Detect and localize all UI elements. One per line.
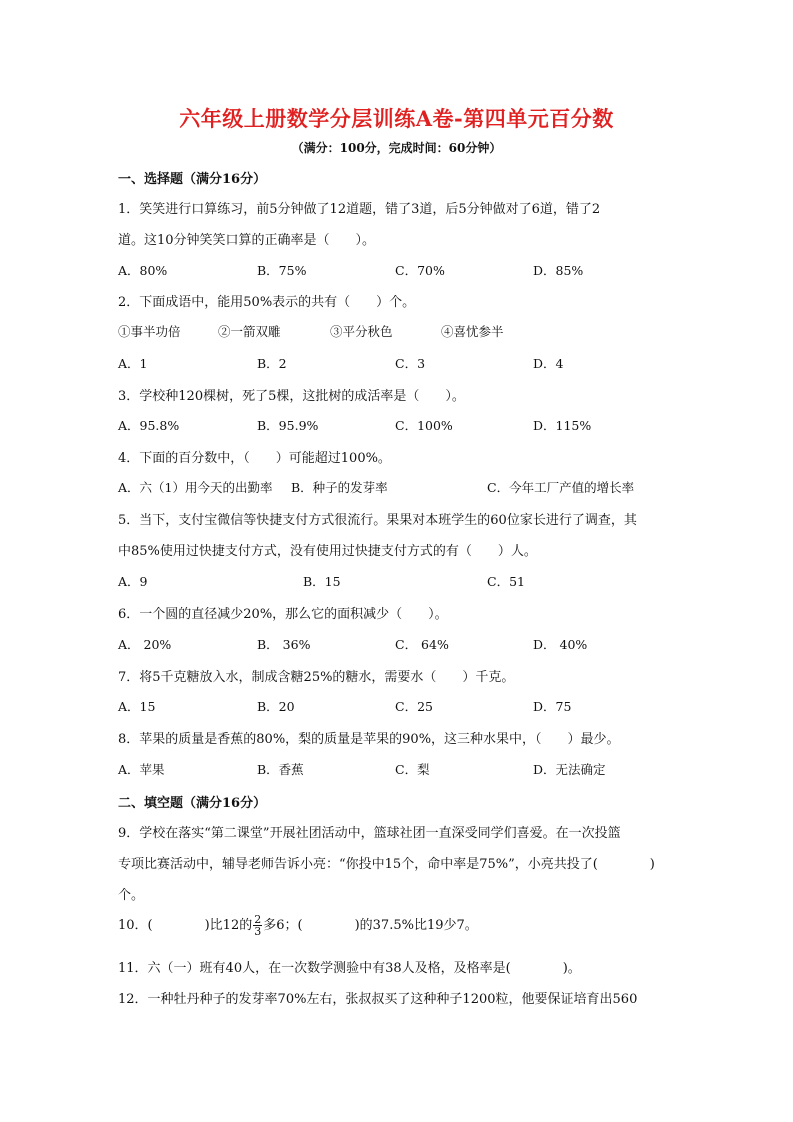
q2-option-b: B．2: [257, 356, 287, 371]
q4-option-c: C．今年工厂产值的增长率: [487, 480, 635, 495]
q8-option-b: B．香蕉: [257, 762, 304, 777]
question-9-line-2: 专项比赛活动中，辅导老师告诉小亮：“你投中15个，命中率是75%”，小亮共投了( ): [118, 857, 655, 872]
q8-option-d: D．无法确定: [533, 762, 606, 777]
q2-option-a: A．1: [118, 356, 148, 371]
question-2-line-1: 2．下面成语中，能用50%表示的共有（ ）个。: [118, 295, 416, 310]
q1-option-a: A．80%: [118, 263, 168, 278]
q10-fraction: [253, 914, 262, 937]
q10-part-1: 10．( )比12的: [118, 918, 253, 933]
q2-idiom-4: ④喜忧参半: [441, 324, 504, 339]
question-8-line-1: 8．苹果的质量是香蕉的80%，梨的质量是苹果的90%，这三种水果中，（ ）最少。: [118, 732, 620, 747]
question-1-line-2: 道。这10分钟笑笑口算的正确率是（ ）。: [118, 233, 376, 248]
question-9-line-3: 个。: [118, 888, 145, 903]
q10-fraction-denominator: 3: [254, 925, 262, 938]
q2-idiom-1: ①事半功倍: [118, 324, 181, 339]
q6-option-d: D． 40%: [533, 637, 588, 652]
q2-option-c: C．3: [395, 356, 426, 371]
q1-option-b: B．75%: [257, 263, 307, 278]
q10-fraction-numerator: 2: [254, 913, 262, 926]
q8-option-c: C．梨: [395, 762, 430, 777]
q10-part-2: 多6；( )的37.5%比19少7。: [263, 918, 478, 933]
q7-option-d: D．75: [533, 699, 572, 714]
q1-option-c: C．70%: [395, 263, 445, 278]
question-6-line-1: 6．一个圆的直径减少20%，那么它的面积减少（ ）。: [118, 607, 448, 622]
q4-option-b: B．种子的发芽率: [291, 480, 388, 495]
page-subtitle: （满分：100分，完成时间：60分钟）: [291, 141, 502, 155]
question-1-line-1: 1．笑笑进行口算练习，前5分钟做了12道题，错了3道，后5分钟做对了6道，错了2: [118, 202, 601, 217]
question-7-line-1: 7．将5千克糖放入水，制成含糖25%的糖水，需要水（ ）千克。: [118, 670, 515, 685]
q7-option-c: C．25: [395, 699, 433, 714]
question-12-line-1: 12．一种牡丹种子的发芽率70%左右，张叔叔买了这种种子1200粒，他要保证培育出560: [118, 992, 638, 1007]
q6-option-c: C． 64%: [395, 637, 449, 652]
q7-option-b: B．20: [257, 699, 295, 714]
q3-option-d: D．115%: [533, 418, 592, 433]
q8-option-a: A．苹果: [118, 762, 165, 777]
question-4-line-1: 4．下面的百分数中，（ ）可能超过100%。: [118, 451, 391, 466]
q2-idiom-3: ③平分秋色: [330, 324, 393, 339]
q7-option-a: A．15: [118, 699, 156, 714]
q4-option-a: A．六（1）用今天的出勤率: [118, 480, 273, 495]
q5-option-c: C．51: [487, 574, 525, 589]
q3-option-a: A．95.8%: [118, 418, 180, 433]
q5-option-a: A．9: [118, 574, 148, 589]
q2-idiom-2: ②一箭双雕: [218, 324, 281, 339]
q1-option-d: D．85%: [533, 263, 584, 278]
q6-option-b: B． 36%: [257, 637, 311, 652]
section-heading-choice: 一、选择题（满分16分）: [118, 172, 267, 187]
q2-option-d: D．4: [533, 356, 564, 371]
page-title: 六年级上册数学分层训练A卷-第四单元百分数: [179, 106, 614, 131]
question-10: [118, 914, 478, 937]
question-3-line-1: 3．学校种120棵树，死了5棵，这批树的成活率是（ ）。: [118, 389, 465, 404]
q6-option-a: A． 20%: [118, 637, 172, 652]
question-11-line-1: 11．六（一）班有40人，在一次数学测验中有38人及格，及格率是( )。: [118, 961, 581, 976]
question-5-line-1: 5．当下，支付宝微信等快捷支付方式很流行。果果对本班学生的60位家长进行了调查，其: [118, 513, 637, 528]
section-heading-fill: 二、填空题（满分16分）: [118, 796, 267, 811]
q3-option-c: C．100%: [395, 418, 453, 433]
q5-option-b: B．15: [303, 574, 341, 589]
question-9-line-1: 9．学校在落实“第二课堂”开展社团活动中，篮球社团一直深受同学们喜爱。在一次投篮: [118, 826, 621, 841]
question-5-line-2: 中85%使用过快捷支付方式，没有使用过快捷支付方式的有（ ）人。: [118, 544, 537, 559]
q3-option-b: B．95.9%: [257, 418, 319, 433]
